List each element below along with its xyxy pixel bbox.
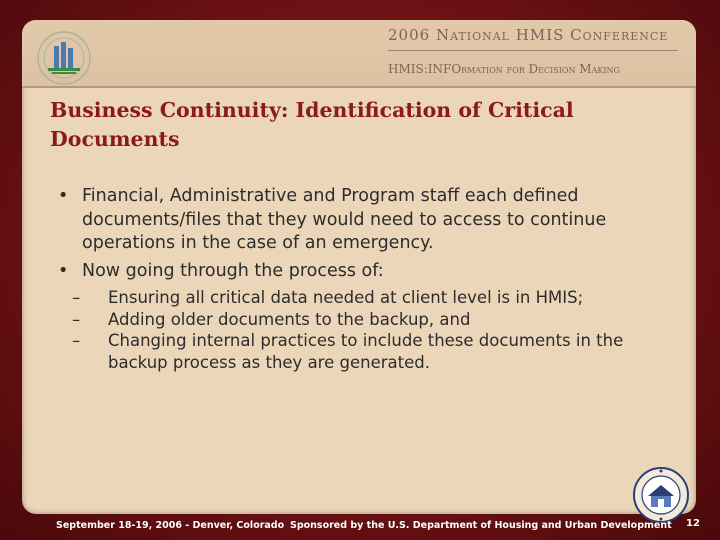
sub-bullet-text: Ensuring all critical data needed at client level is in HMIS; bbox=[108, 288, 584, 307]
header-divider bbox=[22, 86, 696, 88]
sub-bullet-text: Changing internal practices to include these documents in the backup process as they are generated. bbox=[108, 331, 624, 372]
footer-sponsor: Sponsored by the U.S. Department of Housing and Urban Development bbox=[290, 520, 672, 531]
footer-dates: September 18-19, 2006 - Denver, Colorado bbox=[56, 520, 285, 531]
bullet-text: Financial, Administrative and Program staff each defined documents/files that they would need to access to continue operations in the case of an emergency. bbox=[82, 186, 607, 253]
sub-bullet-item bbox=[58, 287, 678, 309]
conference-title: 2006 National HMIS Conference bbox=[388, 26, 669, 44]
sub-bullet-item bbox=[58, 309, 678, 331]
conference-subtitle: HMIS:INFOrmation for Decision Making bbox=[388, 62, 620, 76]
hud-seal-icon bbox=[632, 466, 690, 524]
sub-bullet-text: Adding older documents to the backup, and bbox=[108, 309, 471, 329]
bullet-item bbox=[58, 260, 678, 284]
sub-bullet-dash: – bbox=[72, 309, 81, 329]
slide-body bbox=[58, 185, 678, 373]
page-number: 12 bbox=[686, 518, 700, 529]
conference-title-rule bbox=[388, 50, 678, 51]
bullet-dot: • bbox=[58, 260, 69, 281]
bullet-dot: • bbox=[58, 186, 69, 206]
slide-title: Business Continuity: Identification of Critical Documents bbox=[50, 98, 574, 151]
sub-bullet-item bbox=[58, 330, 678, 373]
sub-bullet-dash: – bbox=[72, 288, 81, 307]
bullet-item bbox=[58, 185, 678, 256]
sub-bullet-dash: – bbox=[72, 331, 81, 350]
hud-building-logo-icon bbox=[34, 28, 94, 88]
bullet-text: Now going through the process of: bbox=[82, 260, 384, 281]
